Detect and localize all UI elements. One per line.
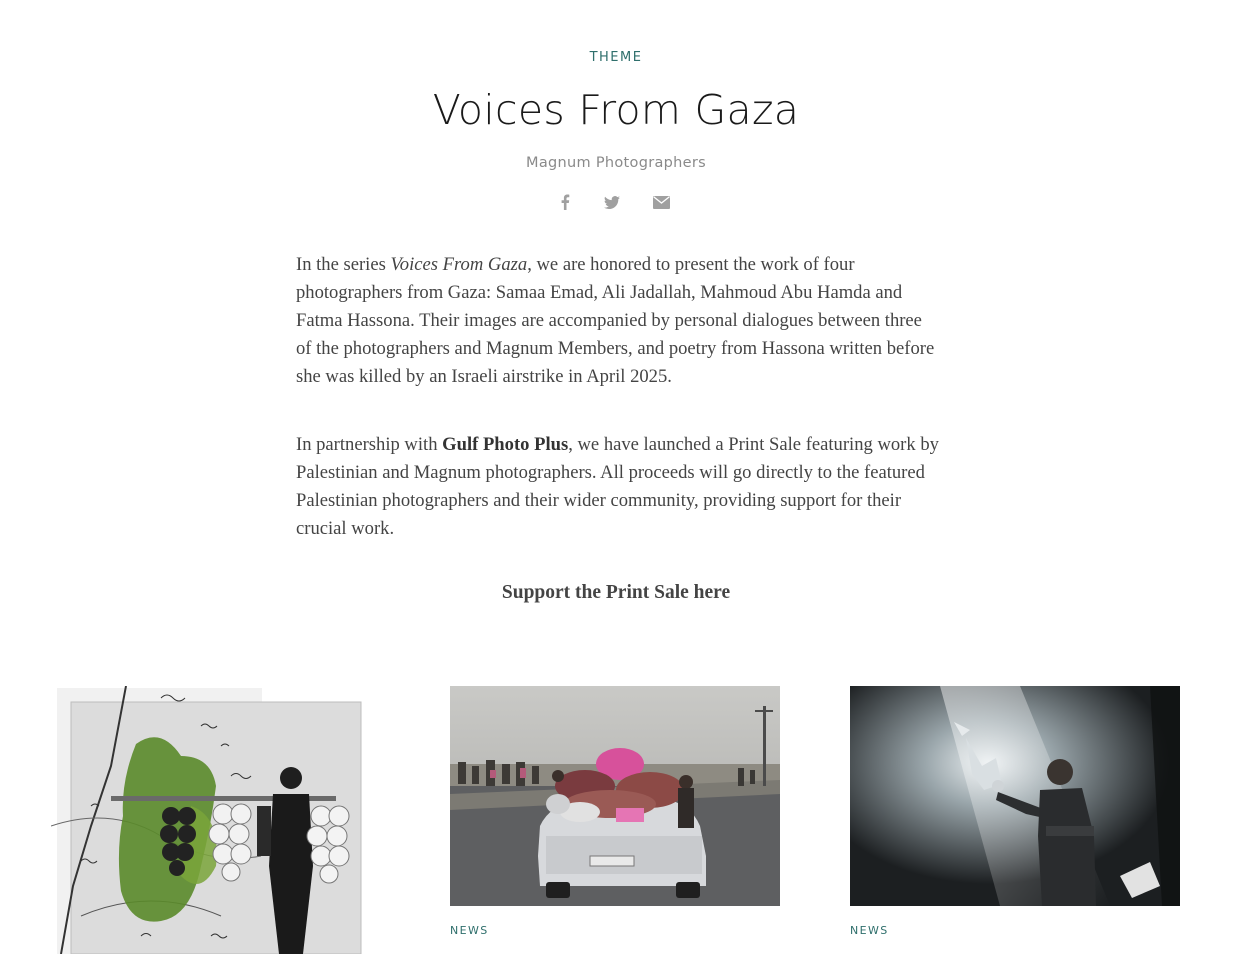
story-thumbnail[interactable] [51, 686, 381, 954]
story-category: NEWS [850, 924, 889, 937]
envelope-icon[interactable] [653, 196, 670, 209]
story-card[interactable] [450, 686, 780, 937]
story-category: NEWS [450, 924, 489, 937]
story-card[interactable] [850, 686, 1180, 937]
partner-name: Gulf Photo Plus [442, 434, 569, 455]
facebook-icon[interactable] [560, 194, 570, 210]
intro-paragraph-1 [296, 251, 941, 391]
story-thumbnail[interactable] [450, 686, 780, 906]
intro-p1-body: , we are honored to present the work of four photographers from Gaza: Samaa Emad, Ali Jadallah, Mahmoud Abu Hamda and Fatma Hassona. Their images are accompanied by personal dialogues between three of the photographers and Magnum Members, and poetry from Hassona written before she was killed by an Israeli airstrike in April 2025. [296, 254, 935, 387]
theme-label: THEME [589, 50, 643, 65]
story-thumbnail[interactable] [850, 686, 1180, 906]
intro-p2-lead: In partnership with [296, 434, 443, 455]
intro-p1-lead: In the series [296, 254, 391, 275]
intro-text [296, 251, 941, 583]
intro-paragraph-2 [296, 431, 941, 543]
page-title: Voices From Gaza [432, 86, 800, 134]
story-card[interactable] [51, 686, 381, 954]
series-title-italic: Voices From Gaza [390, 254, 528, 275]
intro-p2-body: , we have launched a Print Sale featuring work by Palestinian and Magnum photographers. All proceeds will go directly to the featured Palestinian photographers and their wider community, providing support for their crucial work. [296, 434, 939, 539]
byline: Magnum Photographers [526, 155, 706, 171]
twitter-icon[interactable] [604, 196, 620, 209]
share-bar [560, 192, 670, 212]
print-sale-link[interactable]: Support the Print Sale here [501, 582, 731, 603]
